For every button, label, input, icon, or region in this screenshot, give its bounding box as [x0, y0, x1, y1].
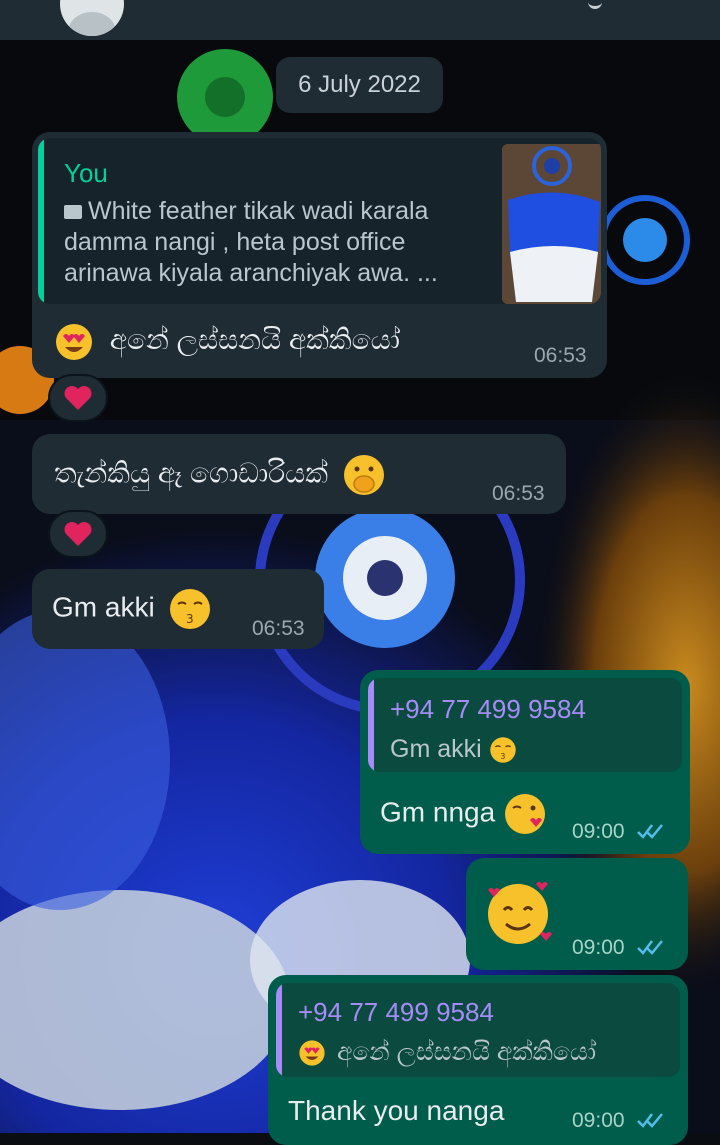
read-receipt-icon: [636, 1111, 666, 1129]
kiss-wink-emoji-icon: [503, 792, 547, 836]
message-text: [380, 792, 547, 836]
message-body: තැන්කියු ඈ ගොඩාරියක්: [54, 457, 329, 489]
message-text: [52, 587, 212, 631]
quote-author: You: [64, 158, 108, 188]
quote-line: arinawa kiyala aranchiyak awa. ...: [64, 259, 438, 287]
message-text: [54, 453, 386, 497]
kissing-emoji-icon: [489, 736, 517, 764]
quote-accent-bar: [368, 678, 374, 772]
quote-line: White feather tikak wadi karala: [88, 197, 429, 225]
heart-icon: [63, 385, 93, 411]
message-text: [54, 322, 400, 362]
message-time: 09:00: [572, 820, 625, 843]
message-time: 09:00: [572, 1109, 625, 1132]
quoted-image-thumbnail[interactable]: [502, 144, 601, 304]
message-bubble-incoming[interactable]: [32, 569, 324, 649]
message-time: 06:53: [252, 617, 305, 640]
header-action-icon[interactable]: [588, 0, 602, 9]
quote-accent-bar: [38, 138, 44, 304]
message-bubble-outgoing[interactable]: [466, 858, 688, 970]
message-time: 06:53: [492, 482, 545, 505]
message-text: Thank you nanga: [288, 1095, 505, 1126]
quoted-message[interactable]: [38, 138, 601, 304]
quote-text: [390, 734, 517, 765]
message-bubble-incoming[interactable]: [32, 434, 566, 514]
quote-text: [64, 196, 504, 289]
message-body: අනේ ලස්සනයි අක්කියෝ: [109, 324, 401, 356]
message-body: Gm akki: [52, 591, 155, 623]
quote-accent-bar: [276, 983, 282, 1077]
quote-author: +94 77 499 9584: [298, 997, 494, 1027]
quote-line: damma nangi , heta post office: [64, 228, 406, 256]
smiling-hearts-emoji-icon: [482, 874, 558, 950]
photo-icon: [64, 205, 82, 219]
quote-text: [298, 1037, 596, 1068]
heart-eyes-emoji-icon: [54, 322, 94, 362]
quote-body: Gm akki: [390, 735, 482, 763]
quote-body: අනේ ලස්සනයි අක්කියෝ: [336, 1038, 597, 1066]
read-receipt-icon: [636, 822, 666, 840]
date-chip: 6 July 2022: [276, 57, 443, 113]
contact-avatar[interactable]: [60, 0, 124, 36]
read-receipt-icon: [636, 938, 666, 956]
svg-text:3: 3: [500, 752, 505, 762]
chat-header: [0, 0, 720, 40]
heart-icon: [63, 521, 93, 547]
quote-author: +94 77 499 9584: [390, 694, 586, 724]
message-bubble-outgoing[interactable]: [268, 975, 688, 1145]
reaction-badge[interactable]: [48, 374, 108, 422]
message-bubble-outgoing[interactable]: [360, 670, 690, 854]
message-bubble-incoming[interactable]: [32, 132, 607, 378]
message-time: 09:00: [572, 936, 625, 959]
quoted-message[interactable]: [368, 678, 682, 772]
heart-eyes-emoji-icon: [298, 1039, 326, 1067]
hand-over-mouth-emoji-icon: [342, 453, 386, 497]
kissing-emoji-icon: [168, 587, 212, 631]
quoted-message[interactable]: [276, 983, 680, 1077]
message-time: 06:53: [534, 344, 587, 367]
message-body: Gm nnga: [380, 796, 496, 828]
svg-text:3: 3: [186, 612, 195, 626]
reaction-badge[interactable]: [48, 510, 108, 558]
